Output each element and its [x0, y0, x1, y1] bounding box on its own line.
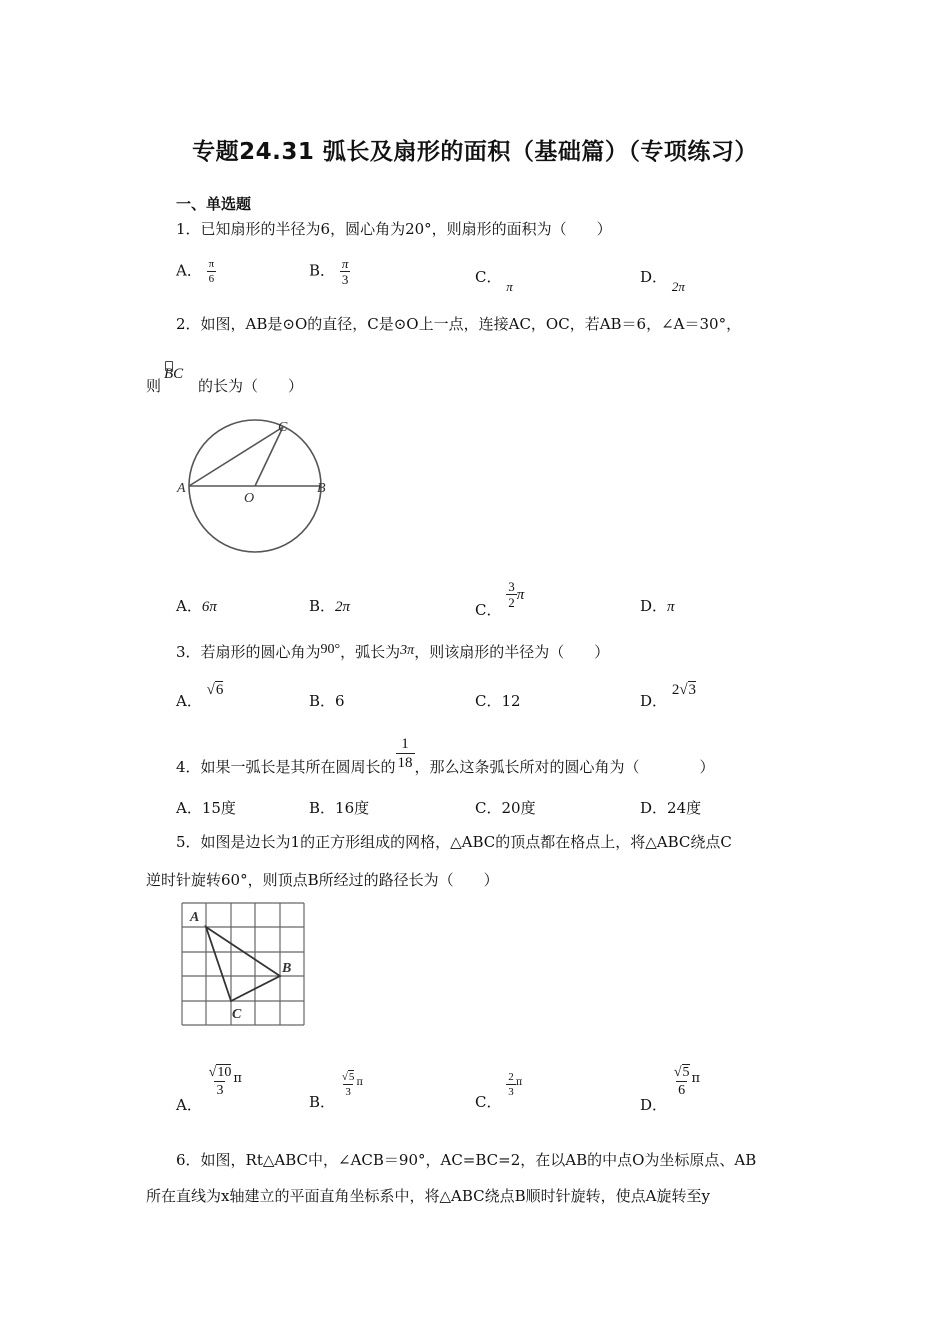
option-value: 6π [201, 599, 217, 615]
triangle-abc [206, 927, 280, 1001]
label-b: B [317, 481, 326, 496]
pi-symbol: π [516, 586, 525, 603]
denominator: 6 [678, 1083, 686, 1098]
q5-option-c [475, 1070, 523, 1111]
q2-option-d [640, 595, 675, 616]
option-value: π [667, 599, 675, 615]
question-5-line1: 5．如图是边长为1的正方形组成的网格，△ABC的顶点都在格点上，将△ABC绕点C [176, 833, 732, 851]
text-post: ，则该扇形的半径为（ ） [414, 643, 610, 661]
option-label: D． [640, 597, 668, 615]
denominator: 3 [216, 1083, 224, 1098]
q5-option-a [176, 1064, 242, 1114]
page-title: 专题24.31 弧长及扇形的面积（基础篇）（专项练习） [192, 139, 758, 165]
radicand: 10 [217, 1065, 232, 1080]
numerator: 1 [401, 736, 409, 752]
pi-symbol: π [233, 1070, 242, 1086]
fraction [340, 256, 351, 287]
arc-length-value: 3π [400, 643, 415, 658]
q4-option-c: C．20度 [475, 799, 536, 817]
pi-symbol: π [515, 1076, 523, 1088]
sqrt-expression: √3 [679, 682, 697, 698]
denominator: 2 [508, 595, 515, 610]
option-value: 2π [671, 279, 685, 294]
radicand: 6 [215, 682, 224, 698]
question-4-text [176, 735, 715, 776]
option-label: C． [475, 268, 502, 286]
question-5-line2: 逆时针旋转60°，则顶点B所经过的路径长为（ ） [146, 871, 499, 889]
q4-option-a: A．15度 [176, 799, 236, 817]
denominator: 18 [397, 755, 413, 771]
q5-option-d [640, 1064, 701, 1114]
section-heading: 一、单选题 [176, 195, 252, 213]
denominator: 3 [345, 1086, 351, 1098]
q1-option-a [176, 257, 216, 286]
q3-option-a [176, 682, 224, 711]
option-label: C． [475, 1092, 502, 1111]
fraction [207, 257, 217, 286]
radicand: 5 [682, 1065, 690, 1080]
option-label: D． [640, 1095, 668, 1114]
q2-option-b [309, 595, 350, 616]
label-c: C [278, 420, 288, 435]
pi-symbol: π [356, 1076, 363, 1088]
q3-option-d [640, 682, 697, 711]
sqrt-expression: √5 [341, 1071, 355, 1083]
q4-option-d: D．24度 [640, 799, 702, 817]
numerator: π [341, 256, 349, 271]
radicand: 5 [348, 1071, 355, 1083]
option-value: π [506, 279, 513, 294]
fraction [340, 1070, 357, 1099]
q2-option-c [475, 579, 525, 619]
numerator: 3 [508, 579, 515, 594]
option-label: A． [176, 261, 202, 280]
q1-option-b [309, 256, 350, 287]
radicand: 3 [688, 682, 697, 698]
option-label: A． [176, 1095, 202, 1114]
sqrt-expression: √5 [673, 1065, 690, 1080]
q2-option-a [176, 595, 217, 616]
sqrt-expression: √10 [208, 1065, 232, 1080]
label-a: A [190, 910, 200, 925]
denominator: 6 [208, 273, 215, 285]
question-3-text [176, 642, 609, 664]
label-b: B [282, 961, 292, 976]
sqrt-expression: √6 [206, 682, 224, 698]
fraction [207, 1064, 234, 1099]
option-label: B． [309, 1092, 336, 1111]
q4-option-b: B．16度 [309, 799, 370, 817]
q1-option-c [475, 266, 513, 294]
text-mid: ，弧长为 [340, 643, 401, 661]
option-label: B． [309, 692, 336, 710]
arc-symbol-icon [165, 361, 173, 371]
question-2-line2 [146, 376, 161, 396]
denominator: 3 [341, 272, 349, 287]
question-2-text: 2．如图，AB是⊙O的直径，C是⊙O上一点，连接AC，OC，若AB＝6，∠A＝30°， [176, 315, 742, 333]
text-pre: 3．若扇形的圆心角为 [176, 643, 321, 661]
question-6-line1: 6．如图，Rt△ABC中，∠ACB＝90°，AC=BC=2，在以AB的中点O为坐标原点、AB [176, 1151, 757, 1169]
option-label: C． [475, 600, 502, 619]
option-value: 6 [335, 692, 345, 710]
option-label: B． [309, 597, 336, 615]
text-post: ，那么这条弧长所对的圆心角为（ ） [414, 757, 715, 776]
grid-figure [178, 900, 308, 1028]
option-label: C． [475, 692, 502, 710]
fraction [506, 1070, 516, 1099]
option-label: A． [176, 692, 202, 710]
question-2-suffix: 的长为（ ） [198, 377, 304, 395]
question-1-text: 1．已知扇形的半径为6，圆心角为20°，则扇形的面积为（ ） [176, 220, 612, 238]
option-label: D． [640, 268, 668, 286]
option-value: 2π [335, 599, 351, 615]
label-o: O [244, 491, 255, 506]
question-6-line2: 所在直线为x轴建立的平面直角坐标系中，将△ABC绕点B顺时针旋转，使点A旋转至y [146, 1187, 710, 1205]
pi-symbol: π [691, 1070, 701, 1086]
option-label: B． [309, 261, 336, 280]
text-prefix: 则 [146, 377, 162, 395]
text-pre: 4．如果一弧长是其所在圆周长的 [176, 757, 396, 776]
fraction [396, 735, 415, 772]
q5-option-b [309, 1070, 363, 1111]
label-c: C [232, 1007, 242, 1022]
angle-value: 90° [320, 642, 341, 657]
option-value: 12 [501, 692, 521, 710]
option-label: A． [176, 597, 202, 615]
q3-option-c [475, 690, 521, 711]
q3-option-b [309, 690, 345, 711]
coefficient: 2 [671, 682, 680, 698]
label-a: A [177, 481, 186, 496]
fraction [506, 579, 517, 610]
circle-figure [170, 412, 340, 554]
arc-bc-notation: BC [164, 366, 184, 382]
q1-option-d [640, 266, 685, 294]
fraction [672, 1064, 692, 1099]
option-label: D． [640, 692, 668, 710]
numerator: π [208, 258, 215, 270]
numerator: 2 [508, 1071, 514, 1083]
denominator: 3 [508, 1086, 514, 1098]
